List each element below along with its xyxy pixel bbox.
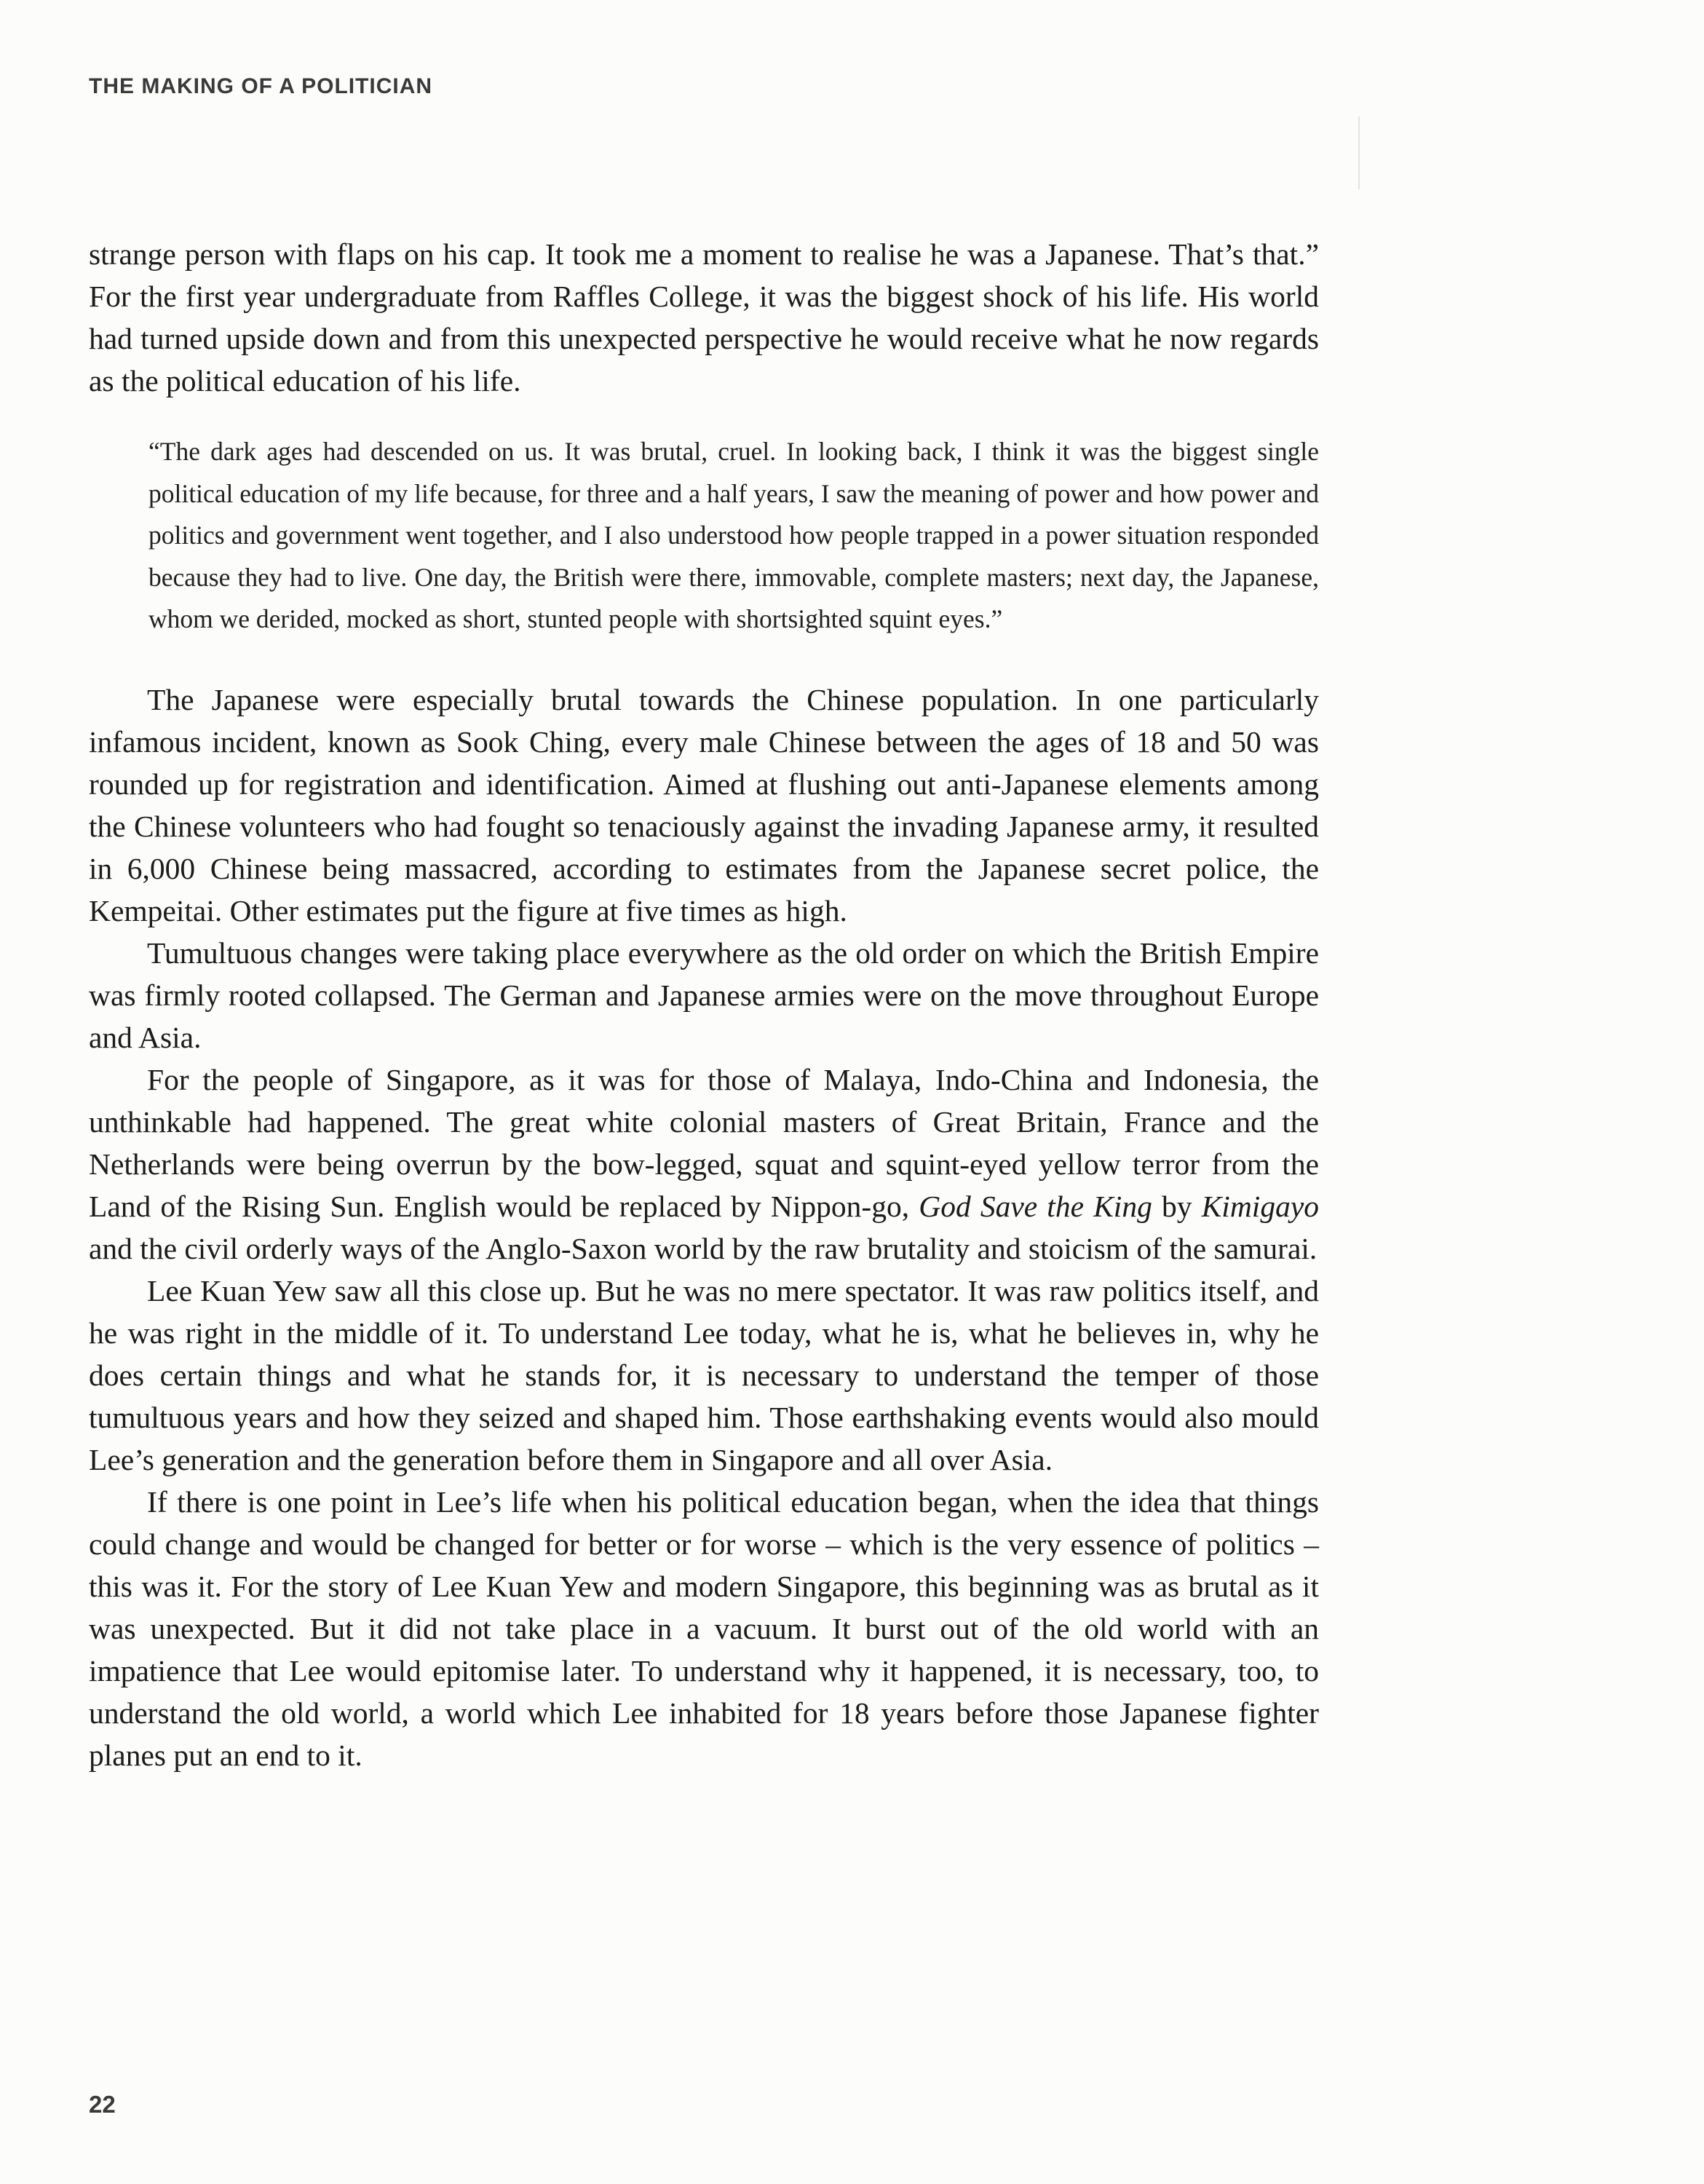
paragraph-text: and the civil orderly ways of the Anglo-Saxon world by the raw brutality and stoicism of the samurai. xyxy=(89,1231,1317,1265)
page-number: 22 xyxy=(89,2091,116,2118)
paragraph-text: by xyxy=(1152,1189,1202,1223)
song-title-god-save-the-king: God Save the King xyxy=(919,1189,1152,1223)
paragraph-political-education: If there is one point in Lee’s life when his political education began, when the idea that things could change and would be changed for better or for worse – which is the very essence of politics – this was it. For the story of Lee Kuan Yew and modern Singapore, this beginning was as brutal as it was unexpected. But it did not take place in a vacuum. It burst out of the old world with an impatience that Lee would epitomise later. To understand why it happened, it is necessary, too, to understand the old world, a world which Lee inhabited for 18 years before those Japanese fighter planes put an end to it. xyxy=(89,1484,1319,1772)
paragraph-people-of-singapore xyxy=(89,1059,1319,1270)
paragraph-sook-ching: The Japanese were especially brutal towards the Chinese population. In one particularly infamous incident, known as Sook Ching, every male Chinese between the ages of 18 and 50 was rounded up for registration and identification. Aimed at flushing out anti-Japanese elements among the Chinese volunteers who had fought so tenaciously against the invading Japanese army, it resulted in 6,000 Chinese being massacred, according to estimates from the Japanese secret police, the Kempeitai. Other estimates put the figure at five times as high. xyxy=(89,682,1319,927)
song-title-kimigayo: Kimigayo xyxy=(1201,1189,1319,1223)
scan-edge-line xyxy=(1358,116,1360,189)
paragraph-text: For the people of Singapore, as it was for those of Malaya, Indo-China and Indonesia, the unthinkable had happened. The great white colonial masters of Great Britain, France and the Netherlands were being overrun by the bow-legged, squat and squint-eyed yellow terror from the Land of the Rising Sun. English would be replaced by Nippon-go, xyxy=(89,1062,1319,1223)
running-header: THE MAKING OF A POLITICIAN xyxy=(89,74,433,98)
paragraph-continuation: strange person with flaps on his cap. It took me a moment to realise he was a Japanese. That’s that.” For the first year undergraduate from Raffles College, it was the biggest shock of his life. His world had turned upside down and from this unexpected perspective he would receive what he now regards as the political education of his life. xyxy=(89,237,1319,397)
paragraph-lee-close-up: Lee Kuan Yew saw all this close up. But he was no mere spectator. It was raw politics itself, and he was right in the middle of it. To understand Lee today, what he is, what he believes in, why he does certain things and what he stands for, it is necessary to understand the temper of those tumultuous years and how they seized and shaped him. Those earthshaking events would also mould Lee’s generation and the generation before them in Singapore and all over Asia. xyxy=(89,1273,1319,1476)
paragraph-tumultuous-changes: Tumultuous changes were taking place everywhere as the old order on which the British Empire was firmly rooted collapsed. The German and Japanese armies were on the move throughout Europe and Asia. xyxy=(89,935,1319,1054)
body-text xyxy=(89,233,1319,1776)
block-quote: “The dark ages had descended on us. It was brutal, cruel. In looking back, I think it was the biggest single political education of my life because, for three and a half years, I saw the meaning of power and how power and politics and government went together, and I also understood how people trapped in a power situation responded because they had to live. One day, the British were there, immovable, complete masters; next day, the Japanese, whom we derided, mocked as short, stunted people with shortsighted squint eyes.” xyxy=(148,437,1319,633)
